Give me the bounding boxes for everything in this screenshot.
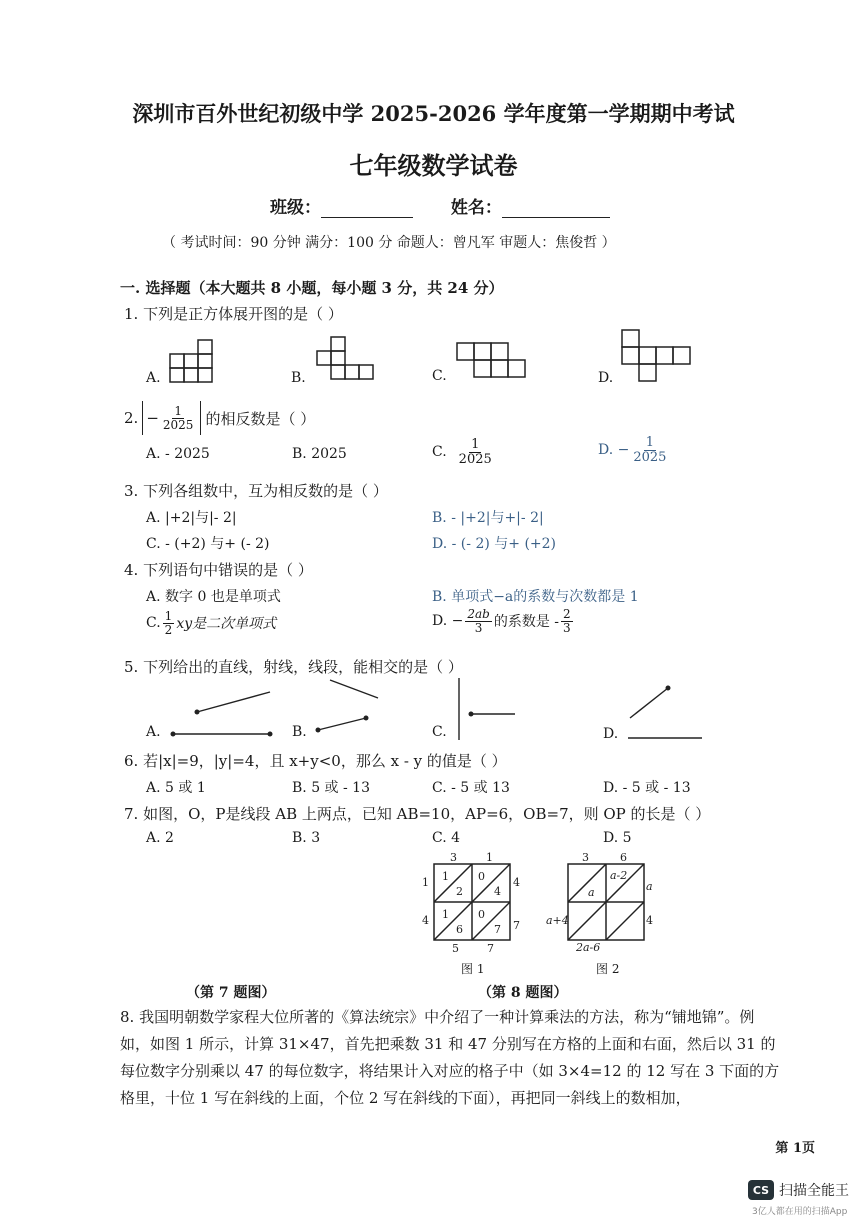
q7-option-c: C. 4 xyxy=(432,830,461,846)
q3-option-b: B. - |+2|与+|- 2| xyxy=(432,510,544,526)
name-label: 姓名： xyxy=(450,198,502,218)
q7-option-b: B. 3 xyxy=(292,830,321,846)
fig1-cell: 2 xyxy=(456,885,463,898)
q2-option-c: C. $\frac{1}{2025}$ xyxy=(432,437,492,467)
exam-title: 深圳市百外世纪初级中学 2025-2026 学年度第一学期期中考试 xyxy=(132,101,735,126)
fig1-cell: 0 xyxy=(478,908,485,921)
q1-net-c xyxy=(457,343,527,377)
page-number: 第 1页 xyxy=(775,1141,815,1156)
name-blank[interactable] xyxy=(502,199,610,218)
fig1-cell: 1 xyxy=(442,870,449,883)
cs-logo-icon: CS xyxy=(748,1180,774,1200)
q2-option-d: D. − $\frac{1}{2025}$ xyxy=(598,435,667,465)
q6-option-d: D. - 5 或 - 13 xyxy=(603,780,691,796)
q7-option-d: D. 5 xyxy=(603,830,632,846)
scanner-logo-text: 扫描全能王 xyxy=(779,1183,849,1199)
q8-figure-caption: （第 8 题图） xyxy=(478,985,568,1001)
q3-option-d: D. - (- 2) 与+ (+2) xyxy=(432,536,557,552)
q4-option-d: D. − $\frac{2ab}{3}$ 的系数是 - $\frac{2}{3}$ xyxy=(432,607,571,635)
q7-stem: 7. 如图，O，P是线段 AB 上两点，已知 AB=10，AP=6，OB=7，则 OP 的长是（ ） xyxy=(124,805,711,823)
q5-option-a: A. xyxy=(146,724,161,740)
fig2-top-3: 3 xyxy=(582,851,589,864)
fig2-cell-a-2: a-2 xyxy=(610,869,628,882)
fig1-cell: 0 xyxy=(478,870,485,883)
class-label: 班级： xyxy=(270,198,321,218)
fig1-right-7: 7 xyxy=(513,919,520,932)
exam-subtitle: 七年级数学试卷 xyxy=(349,151,518,180)
fig1-right-4: 4 xyxy=(513,876,520,889)
q2-stem: 2. − $\frac{1}{2025}$ 的相反数是（ ） xyxy=(124,401,315,435)
section-heading: 一. 选择题（本大题共 8 小题，每小题 3 分，共 24 分） xyxy=(120,279,504,297)
fig1-bottom-7: 7 xyxy=(487,942,494,955)
fig2-bottom: 2a-6 xyxy=(576,941,601,954)
fig1-cell: 4 xyxy=(494,885,501,898)
q6-option-b: B. 5 或 - 13 xyxy=(292,780,370,796)
fig1-bottom-5: 5 xyxy=(452,942,459,955)
q4-option-b: B. 单项式−a的系数与次数都是 1 xyxy=(432,589,639,605)
q6-stem: 6. 若|x|=9，|y|=4，且 x+y<0，那么 x - y 的值是（ ） xyxy=(124,752,507,770)
q5-stem: 5. 下列给出的直线，射线，线段，能相交的是（ ） xyxy=(124,658,463,676)
q3-option-a: A. |+2|与|- 2| xyxy=(146,510,237,526)
lattice-figure-2 xyxy=(546,852,658,956)
q6-option-c: C. - 5 或 13 xyxy=(432,780,510,796)
fig1-cell: 7 xyxy=(494,923,501,936)
scanner-logo-subtitle: 3亿人都在用的扫描App xyxy=(752,1207,848,1217)
q8-text: 8. 我国明朝数学家程大位所著的《算法统宗》中介绍了一种计算乘法的方法，称为“铺地锦”。例如，如图 1 所示，计算 31×47，首先把乘数 31 和 47 分别写在方格的上面和右面，然后以 31 的每位数字分别乘以 47 的每位数字，将结果计入对应的格子中（如 3×4=12 的 12 写在 3 下面的方格里，十位 1 写在斜线的上面，个位 2 写在斜线的下面），再把同一斜线上的数相加， xyxy=(120,1008,780,1107)
q5-figure-a xyxy=(165,688,275,738)
student-fields xyxy=(270,193,610,218)
q5-option-d: D. xyxy=(603,726,619,742)
class-blank[interactable] xyxy=(321,199,413,218)
q5-option-c: C. xyxy=(432,724,447,740)
q1-net-b xyxy=(317,337,375,381)
q4-option-c: C. $\frac{1}{2}$ xy是二次单项式 xyxy=(146,609,277,637)
q2-option-b: B. 2025 xyxy=(292,446,347,462)
q7-option-a: A. 2 xyxy=(146,830,174,846)
q5-figure-b xyxy=(310,680,382,736)
q7-figure-caption: （第 7 题图） xyxy=(186,985,276,1001)
q3-stem: 3. 下列各组数中，互为相反数的是（ ） xyxy=(124,482,388,500)
fig1-top-1: 1 xyxy=(486,851,493,864)
q1-net-a xyxy=(170,340,214,382)
q6-option-a: A. 5 或 1 xyxy=(146,780,206,796)
q1-option-a: A. xyxy=(146,370,161,386)
q1-option-d: D. xyxy=(598,370,614,386)
fig2-right-4: 4 xyxy=(646,914,653,927)
fig1-cell: 6 xyxy=(456,923,463,936)
q1-stem: 1. 下列是正方体展开图的是（ ） xyxy=(124,305,343,323)
fig2-top-6: 6 xyxy=(620,851,627,864)
fig1-left-1: 1 xyxy=(422,876,429,889)
fig2-left: a+4 xyxy=(546,914,569,927)
q5-figure-d xyxy=(626,684,706,742)
q1-option-b: B. xyxy=(291,370,306,386)
fig1-top-3: 3 xyxy=(450,851,457,864)
fig2-caption: 图 2 xyxy=(596,962,620,976)
q4-option-a: A. 数字 0 也是单项式 xyxy=(146,589,281,605)
fig2-right-a: a xyxy=(646,880,653,893)
fig1-left-4: 4 xyxy=(422,914,429,927)
q2-option-a: A. - 2025 xyxy=(146,446,210,462)
lattice-figure-1 xyxy=(416,852,526,962)
fig2-cell-a: a xyxy=(588,886,595,899)
q1-option-c: C. xyxy=(432,368,447,384)
q4-stem: 4. 下列语句中错误的是（ ） xyxy=(124,561,313,579)
q1-net-d xyxy=(622,330,690,382)
fig1-caption: 图 1 xyxy=(461,962,485,976)
fig1-cell: 1 xyxy=(442,908,449,921)
q5-figure-c xyxy=(455,678,519,740)
scanner-logo xyxy=(748,1180,849,1200)
q5-option-b: B. xyxy=(292,724,307,740)
exam-info: （ 考试时间：90 分钟 满分：100 分 命题人：曾凡军 审题人：焦俊哲 ） xyxy=(162,235,616,251)
q3-option-c: C. - (+2) 与+ (- 2) xyxy=(146,536,270,552)
